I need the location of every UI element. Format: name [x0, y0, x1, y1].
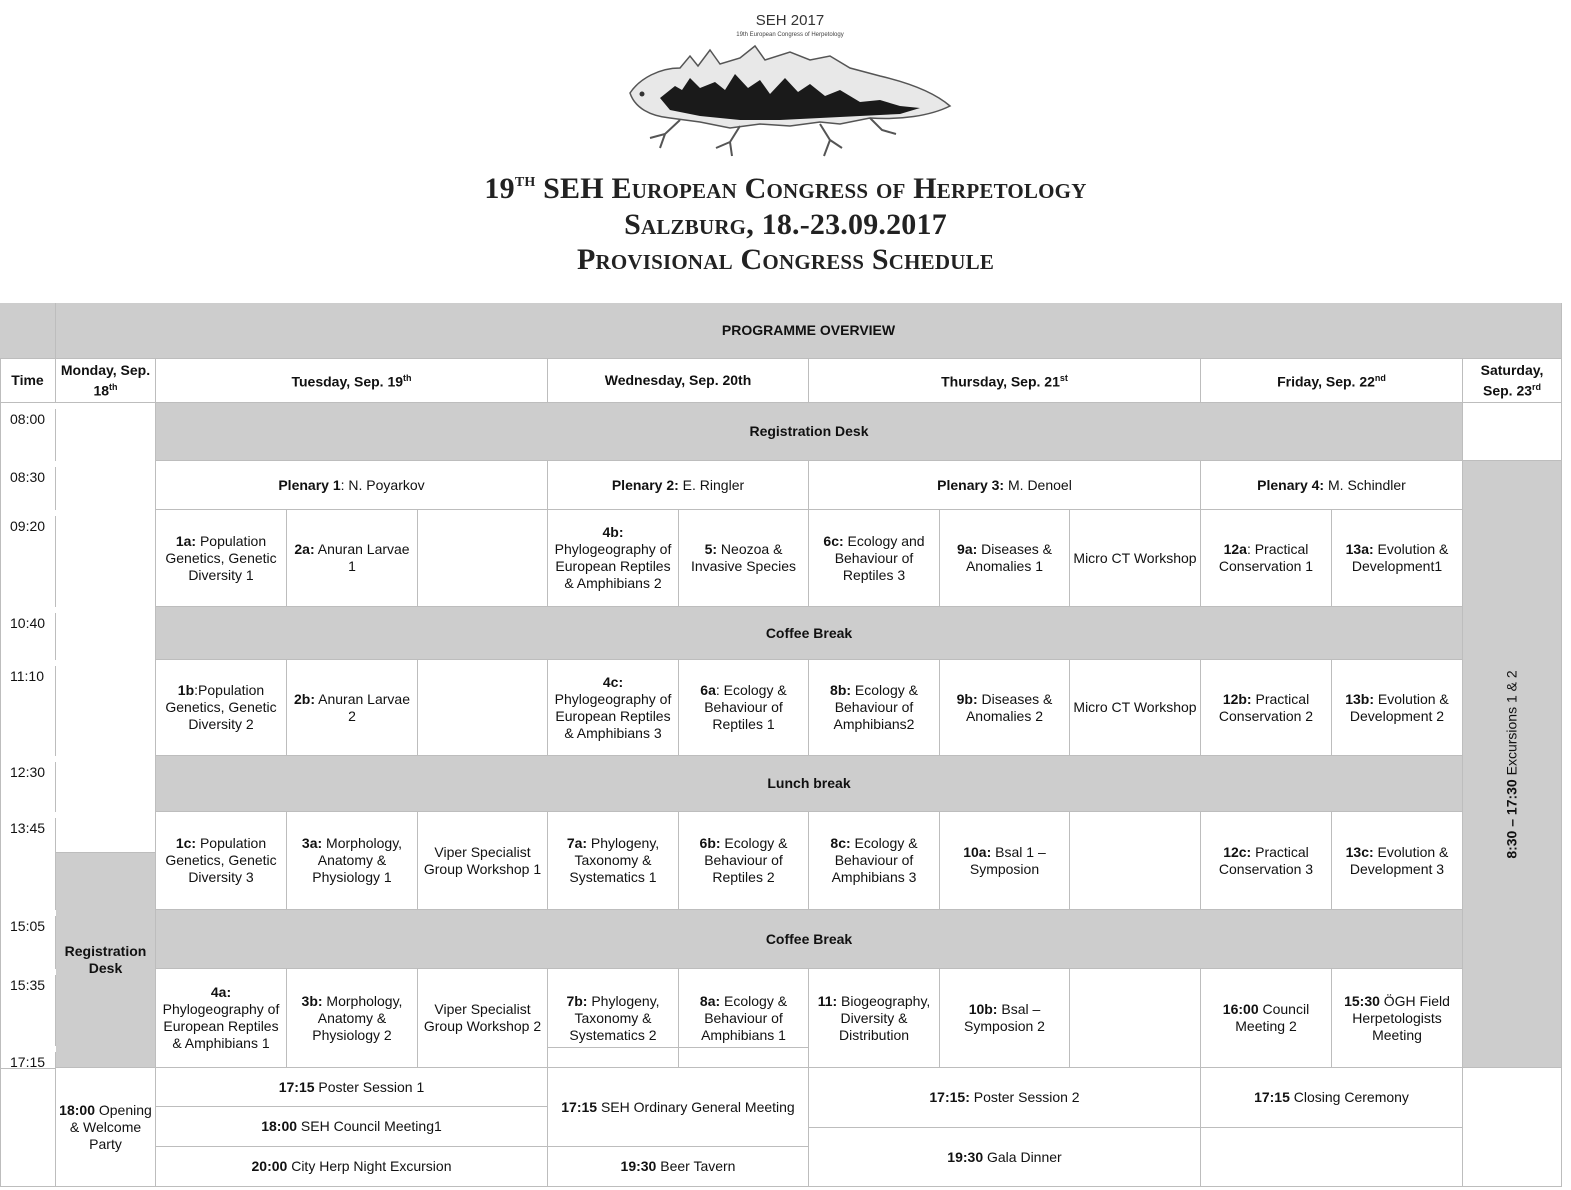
session2-cell-text: Anuran Larvae 2: [315, 690, 410, 724]
session1-cell: [679, 510, 809, 607]
ordinal-suffix: nd: [1374, 373, 1386, 384]
col-header-sat-text: Saturday, Sep. 23: [1480, 361, 1544, 399]
ordinal-suffix: th: [403, 373, 412, 384]
session3-cell: [1332, 812, 1463, 910]
session3-cell-text: Practical Conservation 3: [1218, 843, 1314, 877]
plenary-1-text: : N. Poyarkov: [340, 476, 425, 493]
session3-cell: [548, 812, 679, 910]
col-header-tue: [156, 359, 548, 403]
session1-cell-text: : Practical Conservation 1: [1218, 541, 1314, 574]
time-slot: 12:30: [0, 762, 56, 812]
evening-thu-1-code: 17:15:: [929, 1089, 970, 1105]
session3-cell: [940, 812, 1070, 910]
session1-cell-text: Micro CT Workshop: [1073, 549, 1197, 566]
evening-thu-2-text: Gala Dinner: [983, 1148, 1062, 1165]
session1-cell-text: Population Genetics, Genetic Diversity 1: [165, 532, 277, 583]
evening-tue-1: [156, 1068, 548, 1107]
col-header-mon-text: Monday, Sep. 18: [60, 361, 151, 399]
evening-fri-2: [1201, 1128, 1463, 1187]
lunch-break: [156, 756, 1463, 812]
coffee-break-afternoon-text: Coffee Break: [765, 930, 853, 947]
col-header-thu: [809, 359, 1201, 403]
session2-cell: [287, 660, 418, 756]
evening-wed-2-code: 19:30: [620, 1158, 657, 1174]
session1-cell-code: 2a:: [294, 541, 315, 557]
session1-cell: [1070, 510, 1201, 607]
time-slot: 11:10: [0, 666, 56, 756]
session3-cell-code: 12c:: [1223, 843, 1252, 860]
session4-cell: [548, 969, 679, 1068]
session4-cell: [1070, 969, 1201, 1068]
plenary-2-code: Plenary 2:: [611, 476, 679, 493]
session2-cell-code: 9b:: [956, 690, 978, 707]
time-slot: 13:45: [0, 818, 56, 910]
session4-cell-text: Council Meeting 2: [1235, 1001, 1310, 1034]
session1-cell: [156, 510, 287, 607]
session2-cell-text: Evolution & Development 2: [1349, 690, 1449, 724]
session4-cell-code: 10b:: [968, 1001, 998, 1017]
evening-time-empty: [0, 1068, 56, 1187]
session1-cell-text: Anuran Larvae 1: [314, 541, 410, 574]
session3-cell: [418, 812, 548, 910]
session2-cell-text: :Population Genetics, Genetic Diversity 2: [165, 682, 277, 732]
session4-cell-text: Phylogeny, Taxonomy & Systematics 2: [569, 992, 660, 1043]
session4-cell-code: 3b:: [301, 992, 323, 1009]
session2-cell: [418, 660, 548, 756]
col-header-wed: [548, 359, 809, 403]
session4-cell-code: 7b:: [566, 992, 588, 1009]
excursion-time: 8:30 – 17:30: [1503, 778, 1520, 859]
session2-cell-code: 12b:: [1222, 690, 1252, 707]
time-slot: 17:15: [0, 1052, 56, 1068]
session1-cell: [418, 510, 548, 607]
session3-cell: [809, 812, 940, 910]
session2-cell: [1070, 660, 1201, 756]
evening-tue-2-code: 18:00: [261, 1118, 298, 1134]
seh-logo: [620, 8, 960, 166]
col-header-mon: [56, 359, 156, 403]
saturday-morning-empty: [1463, 403, 1562, 461]
excursion-text: Excursions 1 & 2: [1503, 669, 1520, 779]
session4-cell-text: ÖGH Field Herpetologists Meeting: [1352, 992, 1450, 1043]
session3-cell-code: 10a:: [963, 843, 992, 860]
session1-cell-text: Phylogeography of European Reptiles & Amphibians 2: [554, 541, 672, 591]
time-slot: 08:30: [0, 467, 56, 510]
session4-cell-text: Phylogeography of European Reptiles & Amphibians 1: [162, 1001, 280, 1051]
session4-cell: [809, 969, 940, 1068]
session3-cell-text: Ecology & Behaviour of Reptiles 2: [704, 835, 788, 885]
session2-cell-code: 4c:: [602, 673, 624, 690]
session2-cell-code: 8b:: [830, 682, 852, 698]
session4-cell: [679, 969, 809, 1068]
evening-thu-2: [809, 1128, 1201, 1187]
evening-wed-1-text: SEH Ordinary General Meeting: [597, 1098, 795, 1115]
plenary-1-code: Plenary 1: [278, 476, 341, 493]
session2-cell-code: 1b: [177, 682, 195, 698]
table-rule: [548, 1047, 809, 1048]
evening-sat: [1463, 1068, 1562, 1187]
evening-monday-text: Opening & Welcome Party: [69, 1101, 152, 1152]
evening-thu-2-code: 19:30: [947, 1148, 984, 1165]
session1-cell: [809, 510, 940, 607]
evening-fri-1: [1201, 1068, 1463, 1128]
time-slot: 08:00: [0, 409, 56, 461]
col-header-fri: [1201, 359, 1463, 403]
session3-cell-text: Phylogeny, Taxonomy & Systematics 1: [569, 835, 660, 885]
session2-cell: [156, 660, 287, 756]
col-header-thu-text: Thursday, Sep. 21: [941, 373, 1060, 390]
session2-cell-code: 6a: [700, 682, 716, 698]
session4-cell-text: Biogeography, Diversity & Distribution: [837, 992, 931, 1043]
evening-tue-3-text: City Herp Night Excursion: [287, 1158, 452, 1174]
evening-tue-3-code: 20:00: [251, 1158, 288, 1174]
session1-cell-code: 5:: [704, 541, 718, 557]
col-header-fri-text: Friday, Sep. 22: [1277, 373, 1375, 390]
session1-cell-code: 9a:: [957, 541, 978, 557]
session1-cell-text: Ecology and Behaviour of Reptiles 3: [834, 532, 925, 583]
col-header-time: [0, 359, 56, 403]
session3-cell-code: 1c:: [175, 835, 197, 851]
session2-cell-text: Ecology & Behaviour of Amphibians2: [833, 682, 918, 732]
session3-cell: [679, 812, 809, 910]
col-header-sat: [1463, 359, 1562, 403]
session3-cell-code: 6b:: [699, 835, 721, 851]
session3-cell-text: Ecology & Behaviour of Amphibians 3: [831, 835, 918, 885]
session2-cell-code: 2b:: [294, 690, 316, 707]
session4-cell-text: Bsal – Symposion 2: [964, 1001, 1045, 1034]
session4-cell-code: 16:00: [1222, 1001, 1259, 1017]
programme-overview-title: [56, 303, 1562, 359]
page-header: [0, 0, 1571, 300]
evening-thu-1-text: Poster Session 2: [969, 1089, 1080, 1105]
session4-cell: [287, 969, 418, 1068]
coffee-break-morning: [156, 607, 1463, 660]
evening-wed-1-code: 17:15: [561, 1098, 598, 1115]
salamander-skyline-icon: [620, 38, 960, 166]
session4-cell-text: Viper Specialist Group Workshop 2: [423, 1001, 542, 1034]
plenary-2-text: E. Ringler: [678, 476, 745, 493]
schedule-title: Provisional Congress Schedule: [576, 243, 995, 276]
session1-cell: [287, 510, 418, 607]
session2-cell: [1201, 660, 1332, 756]
evening-monday-code: 18:00: [59, 1101, 95, 1118]
session3-cell-text: Evolution & Development 3: [1349, 843, 1449, 877]
session2-cell-text: Practical Conservation 2: [1218, 690, 1314, 724]
session4-cell: [156, 969, 287, 1068]
plenary-4: [1201, 461, 1463, 510]
coffee-break-morning-text: Coffee Break: [765, 624, 853, 641]
time-slot: 15:05: [0, 916, 56, 969]
ordinal-suffix: rd: [1532, 381, 1542, 392]
plenary-3-text: M. Denoel: [1004, 476, 1072, 493]
session1-cell-code: 4b:: [602, 524, 624, 540]
session3-cell-text: Morphology, Anatomy & Physiology 1: [312, 835, 403, 885]
session3-cell-text: Population Genetics, Genetic Diversity 3: [165, 835, 277, 885]
evening-tue-1-text: Poster Session 1: [314, 1078, 425, 1095]
session2-cell: [679, 660, 809, 756]
session4-cell-code: 15:30: [1344, 992, 1380, 1009]
evening-tue-2-text: SEH Council Meeting1: [297, 1118, 442, 1134]
plenary-4-text: M. Schindler: [1324, 476, 1406, 493]
coffee-break-afternoon: [156, 910, 1463, 969]
registration-desk: [156, 403, 1463, 461]
plenary-3-code: Plenary 3:: [937, 476, 1005, 493]
col-header-wed-text: Wednesday, Sep. 20th: [604, 372, 752, 388]
session2-cell: [1332, 660, 1463, 756]
plenary-3: [809, 461, 1201, 510]
saturday-excursions: [1463, 461, 1562, 1068]
time-slot: 10:40: [0, 613, 56, 660]
session3-cell: [1070, 812, 1201, 910]
overview-time-spacer: [0, 303, 56, 359]
plenary-1: [156, 461, 548, 510]
session3-cell-code: 8c:: [830, 835, 851, 851]
session1-cell-code: 6c:: [823, 532, 844, 549]
time-slot: 09:20: [0, 516, 56, 607]
congress-location-dates: Salzburg, 18.-23.09.2017: [624, 208, 947, 241]
session1-cell-code: 12a: [1223, 541, 1247, 557]
session4-cell: [418, 969, 548, 1068]
session4-cell-code: 8a:: [699, 992, 721, 1009]
programme-table: [0, 300, 1571, 1190]
session2-cell-text: : Ecology & Behaviour of Reptiles 1: [704, 682, 787, 732]
session1-cell-text: Evolution & Development1: [1351, 541, 1449, 574]
programme-overview-title-text: PROGRAMME OVERVIEW: [721, 322, 896, 338]
evening-fri-1-code: 17:15: [1254, 1089, 1290, 1105]
session1-cell: [548, 510, 679, 607]
evening-wed-2-text: Beer Tavern: [656, 1158, 736, 1174]
session2-cell-text: Micro CT Workshop: [1073, 699, 1197, 715]
monday-registration-desk-text: Registration Desk: [64, 943, 147, 976]
session4-cell: [940, 969, 1070, 1068]
time-slot: 15:35: [0, 975, 56, 1046]
session2-cell: [548, 660, 679, 756]
session1-cell: [1201, 510, 1332, 607]
evening-monday: [56, 1068, 156, 1187]
evening-tue-2: [156, 1107, 548, 1147]
session1-cell-code: 1a:: [175, 532, 197, 549]
session4-cell-code: 11:: [817, 992, 838, 1009]
session2-cell-code: 13b:: [1345, 690, 1375, 707]
session1-cell-text: Neozoa & Invasive Species: [690, 541, 797, 574]
ordinal-suffix: th: [109, 381, 118, 392]
evening-tue-3: [156, 1147, 548, 1187]
plenary-2: [548, 461, 809, 510]
congress-title: 19TH SEH European Congress of Herpetology: [484, 172, 1087, 205]
session4-cell: [1332, 969, 1463, 1068]
session3-cell-code: 3a:: [301, 835, 323, 851]
session2-cell: [809, 660, 940, 756]
lunch-break-text: Lunch break: [767, 775, 851, 791]
logo-title: SEH 2017: [755, 12, 825, 29]
session3-cell-text: Bsal 1 – Symposion: [969, 843, 1046, 877]
evening-wed-2: [548, 1147, 809, 1187]
evening-fri-1-text: Closing Ceremony: [1289, 1089, 1409, 1105]
session1-cell-code: 13a:: [1345, 541, 1374, 557]
plenary-4-code: Plenary 4:: [1257, 476, 1325, 493]
session4-cell: [1201, 969, 1332, 1068]
session3-cell: [156, 812, 287, 910]
col-header-time-text: Time: [11, 372, 44, 388]
logo-subtitle: 19th European Congress of Herpetology: [736, 32, 844, 38]
col-header-tue-text: Tuesday, Sep. 19: [291, 373, 404, 390]
session4-cell-text: Ecology & Behaviour of Amphibians 1: [701, 992, 788, 1043]
session2-cell-text: Diseases & Anomalies 2: [965, 690, 1053, 724]
session3-cell-text: Viper Specialist Group Workshop 1: [423, 843, 542, 877]
session2-cell: [940, 660, 1070, 756]
session1-cell: [1332, 510, 1463, 607]
session1-cell: [940, 510, 1070, 607]
session3-cell: [287, 812, 418, 910]
session1-cell-text: Diseases & Anomalies 1: [965, 541, 1052, 574]
session3-cell-code: 7a:: [566, 835, 588, 851]
monday-empty: [56, 403, 156, 853]
evening-tue-1-code: 17:15: [278, 1078, 315, 1095]
ordinal-suffix: st: [1059, 373, 1068, 384]
evening-wed-1: [548, 1068, 809, 1147]
excursions-label: [1504, 670, 1521, 858]
registration-desk-text: Registration Desk: [749, 423, 869, 439]
session3-cell-code: 13c:: [1345, 843, 1374, 860]
session4-cell-code: 4a:: [210, 984, 232, 1000]
session2-cell-text: Phylogeography of European Reptiles & Amphibians 3: [554, 690, 672, 741]
session4-cell-text: Morphology, Anatomy & Physiology 2: [312, 992, 403, 1043]
monday-registration-desk: [56, 853, 156, 1068]
evening-thu-1: [809, 1068, 1201, 1128]
session3-cell: [1201, 812, 1332, 910]
